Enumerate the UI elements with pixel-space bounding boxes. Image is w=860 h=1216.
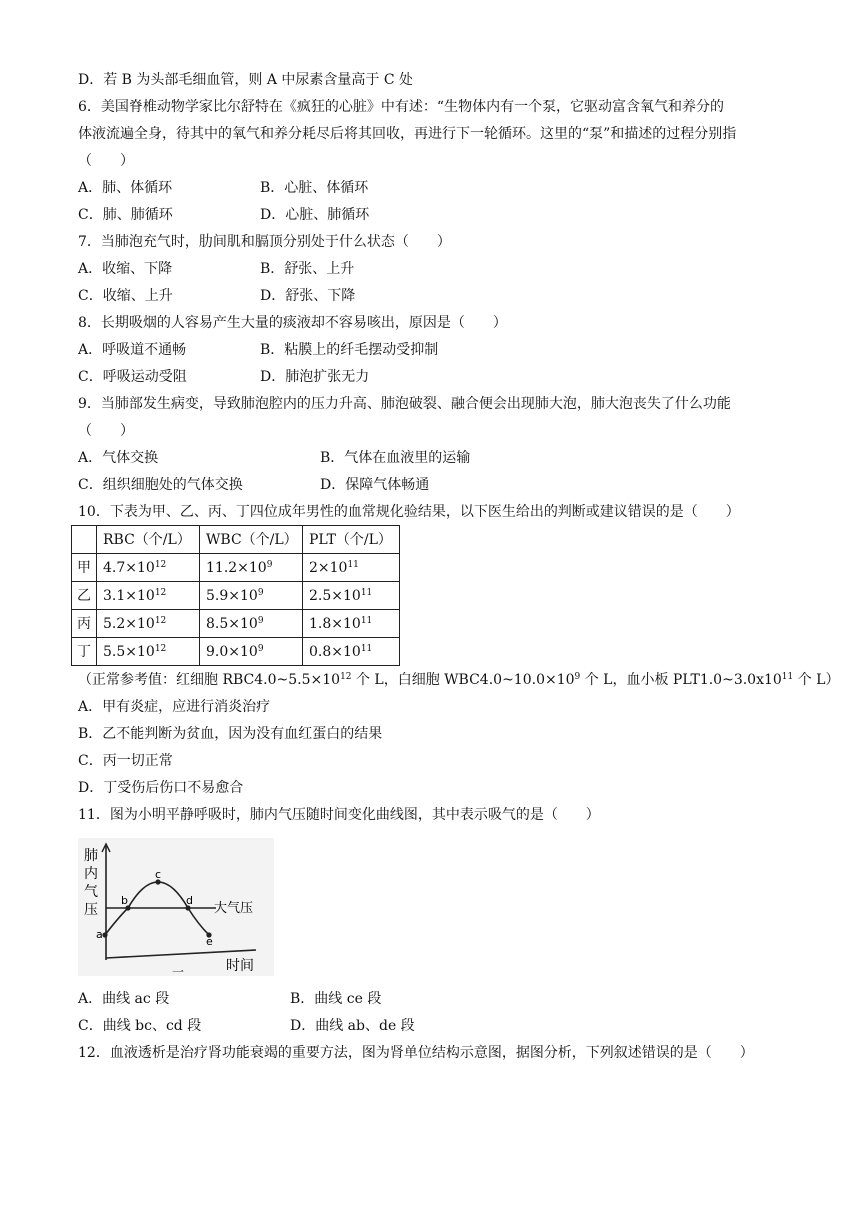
q9-option-d: D．保障气体畅通 <box>320 477 430 493</box>
q8-option-a: A．呼吸道不通畅 <box>78 342 187 358</box>
q10-option-d: D．丁受伤后伤口不易愈合 <box>78 780 244 796</box>
q9-stem-line2: （ ） <box>78 423 134 439</box>
blood-test-table <box>71 525 400 666</box>
table-header-row <box>72 526 400 554</box>
point-a <box>102 932 107 937</box>
q10-option-c: C．丙一切正常 <box>78 753 173 769</box>
q8-stem: 8．长期吸烟的人容易产生大量的痰液却不容易咳出，原因是（ ） <box>78 315 507 331</box>
wbc-cell: $5.9\times 10^9$ <box>200 582 303 610</box>
ylabel-char: 压 <box>84 902 98 918</box>
row-label: 丙 <box>72 610 97 638</box>
q6-option-d: D．心脏、肺循环 <box>260 207 370 223</box>
table-row <box>72 554 400 582</box>
q6-stem-line3: （ ） <box>78 153 134 169</box>
rbc-cell: $5.5\times 10^{12}$ <box>97 638 200 666</box>
point-label: d <box>186 894 193 907</box>
point-label: a <box>96 928 103 941</box>
plt-cell: $0.8\times 10^{11}$ <box>303 638 400 666</box>
ylabel-char: 肺 <box>84 848 98 864</box>
q10-option-a: A．甲有炎症，应进行消炎治疗 <box>78 699 271 715</box>
ylabel-char: 气 <box>84 884 98 900</box>
table-row <box>72 638 400 666</box>
q7-option-b: B．舒张、上升 <box>260 261 355 277</box>
table-header-plt: PLT（个/L） <box>303 526 400 554</box>
q8-option-c: C．呼吸运动受阻 <box>78 369 187 385</box>
q5-option-d: D．若 B 为头部毛细血管，则 A 中尿素含量高于 C 处 <box>78 72 414 88</box>
q6-option-b: B．心脏、体循环 <box>260 180 369 196</box>
plt-cell: $1.8\times 10^{11}$ <box>303 610 400 638</box>
q11-option-a: A．曲线 ac 段 <box>78 991 170 1007</box>
q9-option-c: C．组织细胞处的气体交换 <box>78 477 243 493</box>
q8-option-d: D．肺泡扩张无力 <box>260 369 370 385</box>
q10-stem: 10．下表为甲、乙、丙、丁四位成年男性的血常规化验结果，以下医生给出的判断或建议错误的是（ ） <box>78 504 740 520</box>
lung-pressure-graph <box>78 838 274 976</box>
row-label: 甲 <box>72 554 97 582</box>
table-row <box>72 610 400 638</box>
plt-cell: $2\times 10^{11}$ <box>303 554 400 582</box>
q6-stem-line2: 体液流遍全身，待其中的氧气和养分耗尽后将其回收，再进行下一轮循环。这里的“泵”和描述的过程分别指 <box>78 126 737 142</box>
point-label: e <box>206 935 213 948</box>
q10-reference-values: （正常参考值：红细胞 $RBC4.0\sim 5.5\times 10^{12}$ 个 L，白细胞 $WBC4.0\sim 10.0\times 10^9$ 个 L，血小板 $PLT1.0\sim 3.0x10^{11}$ 个 L） <box>78 672 840 688</box>
row-label: 丁 <box>72 638 97 666</box>
q11-option-c: C．曲线 bc、cd 段 <box>78 1018 202 1034</box>
row-label: 乙 <box>72 582 97 610</box>
q7-stem: 7．当肺泡充气时，肋间肌和膈顶分别处于什么状态（ ） <box>78 234 451 250</box>
ylabel-char: 内 <box>84 866 98 882</box>
q10-option-b: B．乙不能判断为贫血，因为没有血红蛋白的结果 <box>78 726 383 742</box>
q6-stem-line1: 6．美国脊椎动物学家比尔舒特在《疯狂的心脏》中有述：“生物体内有一个泵，它驱动富含氧气和养分的 <box>78 99 725 115</box>
q7-option-d: D．舒张、下降 <box>260 288 356 304</box>
q7-option-c: C．收缩、上升 <box>78 288 173 304</box>
q7-option-a: A．收缩、下降 <box>78 261 173 277</box>
q9-stem-line1: 9．当肺部发生病变，导致肺泡腔内的压力升高、肺泡破裂、融合便会出现肺大泡，肺大泡丧失了什么功能 <box>78 396 731 412</box>
q12-stem: 12．血液透析是治疗肾功能衰竭的重要方法，图为肾单位结构示意图，据图分析，下列叙述错误的是（ ） <box>78 1045 754 1061</box>
q6-option-a: A．肺、体循环 <box>78 180 173 196</box>
xlabel: 时间 <box>226 958 254 974</box>
q9-option-a: A．气体交换 <box>78 450 159 466</box>
atmospheric-pressure-label: 大气压 <box>214 901 254 916</box>
table-header-rbc: RBC（个/L） <box>97 526 200 554</box>
table-header-wbc: WBC（个/L） <box>200 526 303 554</box>
bottom-mark: 一 <box>172 965 185 976</box>
q9-option-b: B．气体在血液里的运输 <box>320 450 471 466</box>
q6-option-c: C．肺、肺循环 <box>78 207 173 223</box>
wbc-cell: $11.2\times 10^9$ <box>200 554 303 582</box>
plt-cell: $2.5\times 10^{11}$ <box>303 582 400 610</box>
point-label: c <box>155 868 162 881</box>
wbc-cell: $9.0\times 10^9$ <box>200 638 303 666</box>
q11-stem: 11．图为小明平静呼吸时，肺内气压随时间变化曲线图，其中表示吸气的是（ ） <box>78 807 600 823</box>
table-row <box>72 582 400 610</box>
q8-option-b: B．粘膜上的纤毛摆动受抑制 <box>260 342 439 358</box>
rbc-cell: $4.7\times 10^{12}$ <box>97 554 200 582</box>
table-corner-cell <box>72 526 97 554</box>
point-label: b <box>121 894 128 907</box>
q11-option-b: B．曲线 ce 段 <box>290 991 382 1007</box>
rbc-cell: $5.2\times 10^{12}$ <box>97 610 200 638</box>
q11-option-d: D．曲线 ab、de 段 <box>290 1018 415 1034</box>
wbc-cell: $8.5\times 10^9$ <box>200 610 303 638</box>
rbc-cell: $3.1\times 10^{12}$ <box>97 582 200 610</box>
